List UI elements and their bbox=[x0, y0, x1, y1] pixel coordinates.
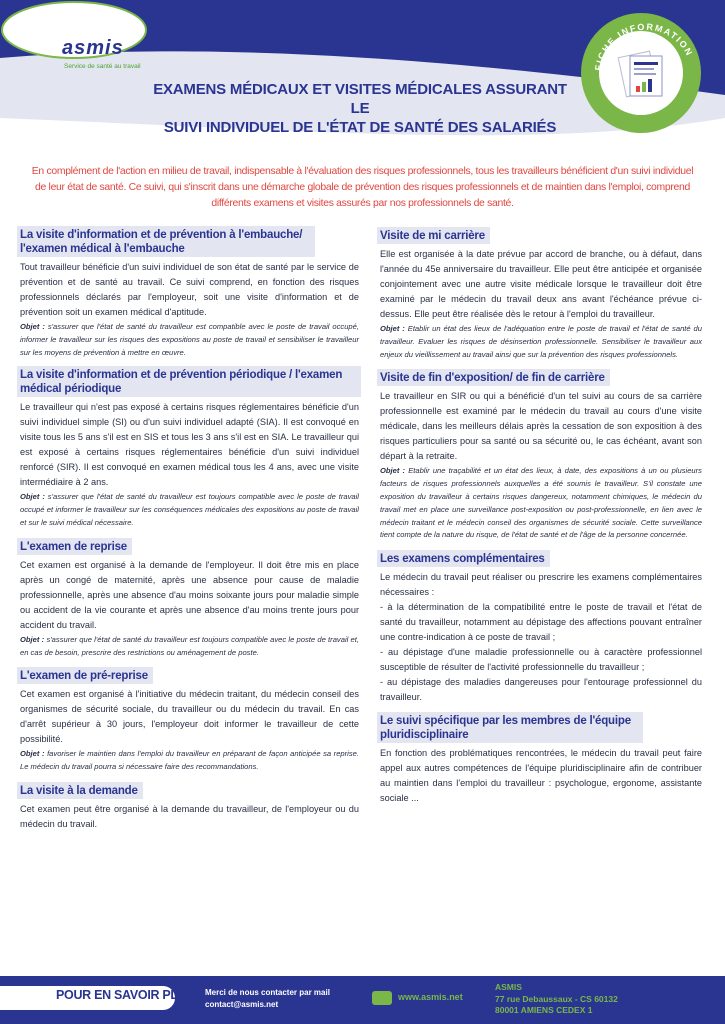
title-line-1: EXAMENS MÉDICAUX ET VISITES MÉDICALES ASSURANT LE bbox=[153, 81, 567, 117]
section-periodique bbox=[17, 366, 362, 529]
section-body: Cet examen est organisé à la demande de l'employeur. Il doit être mis en place après un congé de maternité, après une absence pour cause de maladie professionnelle, après une absence d'au moins soixante jours pour maladie simple ou accident de la vie courante et après une absence d'au moins trente jours pour accident du travail. bbox=[20, 559, 359, 630]
list-item: - au dépistage d'une maladie professionnelle ou à caractère professionnel susceptible de résulter de l'activité professionnelle du travailleur ; bbox=[380, 647, 702, 673]
section-reprise bbox=[17, 537, 362, 660]
footer bbox=[0, 976, 725, 1024]
list-item: - au dépistage des maladies dangereuses pour l'entourage professionnel du travailleur. bbox=[380, 677, 702, 703]
section-body: Elle est organisée à la date prévue par accord de branche, ou à défaut, dans l'année du 45e anniversaire du travailleur. Elle peut être anticipée et organisée conjointement avec une autre visite médicale lorsque le travailleur doit être examiné par le médecin du travail deux ans avant l'échéance prévue ci-dessus. Elle peut être réalisée dès le retour à l'emploi du travailleur. bbox=[380, 249, 702, 319]
address-street: 77 rue Debaussaux - CS 60132 bbox=[495, 993, 618, 1004]
section-fin-exposition bbox=[377, 368, 705, 542]
section-title: La visite d'information et de prévention à l'embauche/ l'examen médical à l'embauche bbox=[17, 226, 315, 257]
address-block bbox=[495, 982, 618, 1017]
section-embauche bbox=[17, 226, 362, 359]
section-objective: Objet : s'assurer que l'état de santé du travailleur est compatible avec le poste de travail occupé, informer le travailleur sur les risques des expositions au poste de travail et sensibiliser le travailleur sur les moyens de prévention à mettre en œuvre. bbox=[20, 322, 359, 357]
section-body: Le médecin du travail peut réaliser ou prescrire les examens complémentaires nécessaires : bbox=[380, 572, 702, 598]
address-city: 80001 AMIENS CEDEX 1 bbox=[495, 1005, 593, 1015]
section-title: L'examen de pré-reprise bbox=[17, 667, 153, 684]
section-complementaires bbox=[377, 549, 705, 705]
logo: asmis bbox=[62, 37, 124, 59]
section-title: La visite d'information et de prévention périodique / l'examen médical périodique bbox=[17, 366, 361, 397]
section-body: Le travailleur qui n'est pas exposé à certains risques réglementaires bénéficie d'un suivi individuel simple (SI) ou d'un suivi individuel adapté (SIA). Il est convoqué en visite tous les 5 ans s'il est en SIS et tous les 3 ans s'il est en SIA. Le travailleur qui est exposé à certains risques réglementaires bénéficie d'un suivi individuel renforcé (SIR). Il est convoqué en examen médical tous les 4 ans, avec une visite intermédiaire à 2 ans. bbox=[20, 402, 359, 488]
section-title: Les examens complémentaires bbox=[377, 550, 550, 567]
section-mi-carriere bbox=[377, 226, 705, 361]
header bbox=[0, 0, 725, 150]
section-objective: Objet : favoriser le maintien dans l'emploi du travailleur en préparant de façon anticipée sa reprise. Le médecin du travail pourra si nécessaire faire des recommandations. bbox=[20, 749, 360, 772]
title-line-2: SUIVI INDIVIDUEL DE L'ÉTAT DE SANTÉ DES SALARIÉS bbox=[163, 119, 557, 136]
section-objective: Objet : Etablir une traçabilité et un état des lieux, à date, des expositions à un ou plusieurs facteurs de risques professionnels auxquelles a été soumis le travailleur. S'il constate une exposition du travailleur à certains risques dangereux, notamment chimiques, le médecin du travail met en place une surveillance post-exposition ou post-professionnelle, en lien avec le médecin traitant et le médecin conseil des organismes de sécurité sociale. Cette surveillance tient compte de la nature du risque, de l'état de santé et de l'âge de la personne concernée. bbox=[380, 466, 702, 540]
web-icon bbox=[372, 991, 392, 1005]
list-item: - à la détermination de la compatibilité entre le poste de travail et l'état de santé du travailleur, notamment au dépistage des affections pouvant entraîner une contre-indication à ce poste de travail ; bbox=[380, 602, 702, 643]
svg-text:FICHE INFORMATION: FICHE INFORMATION bbox=[592, 21, 695, 72]
section-objective: Objet : Etablir un état des lieux de l'adéquation entre le poste de travail et l'état de santé du travailleur. Evaluer les risques de désinsertion professionnelle. Sensibiliser le travailleur aux enjeux du vieillissement au travail ainsi que sur la prévention des risques professionnels. bbox=[380, 324, 702, 359]
section-body: En fonction des problématiques rencontrées, le médecin du travail peut faire appel aux autres compétences de l'équipe pluridisciplinaire afin de contribuer au maintien dans l'emploi du travailleur : psychologue, ergonome, assistante sociale ... bbox=[380, 748, 702, 804]
contact-text: Merci de nous contacter par mail bbox=[205, 988, 330, 997]
logo-tagline: Service de santé au travail bbox=[64, 63, 141, 70]
section-pluridisciplinaire bbox=[377, 712, 705, 806]
page-title bbox=[150, 80, 570, 137]
badge-label bbox=[581, 13, 701, 133]
right-column bbox=[377, 226, 705, 813]
section-title: La visite à la demande bbox=[17, 782, 143, 799]
section-body: Cet examen peut être organisé à la demande du travailleur, de l'employeur ou du médecin du travail. bbox=[20, 803, 359, 829]
section-body: Tout travailleur bénéficie d'un suivi individuel de son état de santé par le service de prévention et de santé au travail. Ce suivi comprend, en fonction des risques professionnels déclarés par l'employeur, soit une visite d'information et de prévention soit un examen médical d'aptitude. bbox=[20, 262, 359, 317]
section-body: Le travailleur en SIR ou qui a bénéficié d'un tel suivi au cours de sa carrière professionnelle est examiné par le médecin du travail au cours d'une visite médicale, dans les meilleurs délais après la cessation de son exposition à des risques particuliers pour sa santé ou sa sécurité ou, le cas échéant, avant son départ à la retraite. bbox=[380, 391, 702, 462]
more-info-label: POUR EN SAVOIR PLUS bbox=[56, 988, 195, 1002]
section-title: Le suivi spécifique par les membres de l'équipe pluridisciplinaire bbox=[377, 712, 643, 743]
section-title: Visite de fin d'exposition/ de fin de carrière bbox=[377, 369, 610, 386]
section-title: L'examen de reprise bbox=[17, 538, 132, 555]
website-link[interactable]: www.asmis.net bbox=[398, 992, 463, 1002]
contact-email[interactable]: contact@asmis.net bbox=[205, 1000, 279, 1009]
section-demande bbox=[17, 781, 362, 832]
intro-text: En complément de l'action en milieu de travail, indispensable à l'évaluation des risques professionnels, tous les travailleurs bénéficient d'un suivi individuel de leur état de santé. Ce suivi, qui s'inscrit dans une démarche globale de prévention des risques professionnels et de maintien dans l'emploi, comprend différents examens et visites assurés par nos professionnels de santé. bbox=[31, 166, 694, 209]
section-body: Cet examen est organisé à l'initiative du médecin traitant, du médecin conseil des organismes de sécurité sociale, du travailleur ou du médecin du travail. En cas d'arrêt supérieur à 30 jours, l'employeur doit informer le travailleur de cette possibilité. bbox=[20, 689, 359, 745]
contact-block bbox=[205, 987, 330, 1011]
section-title: Visite de mi carrière bbox=[377, 227, 490, 244]
section-objective: Objet : s'assurer que l'état de santé du travailleur est toujours compatible avec le poste de travail et, en cas de besoin, prescrire des restrictions ou aménagement de poste. bbox=[20, 634, 359, 657]
section-pre-reprise bbox=[17, 666, 362, 774]
address-name: ASMIS bbox=[495, 982, 522, 992]
section-objective: Objet : s'assurer que l'état de santé du travailleur est toujours compatible avec le poste de travail occupé et informer le travailleur sur les conséquences médicales des expositions au poste de travail et sur le suivi médical nécessaire. bbox=[20, 492, 359, 527]
left-column bbox=[17, 226, 362, 839]
